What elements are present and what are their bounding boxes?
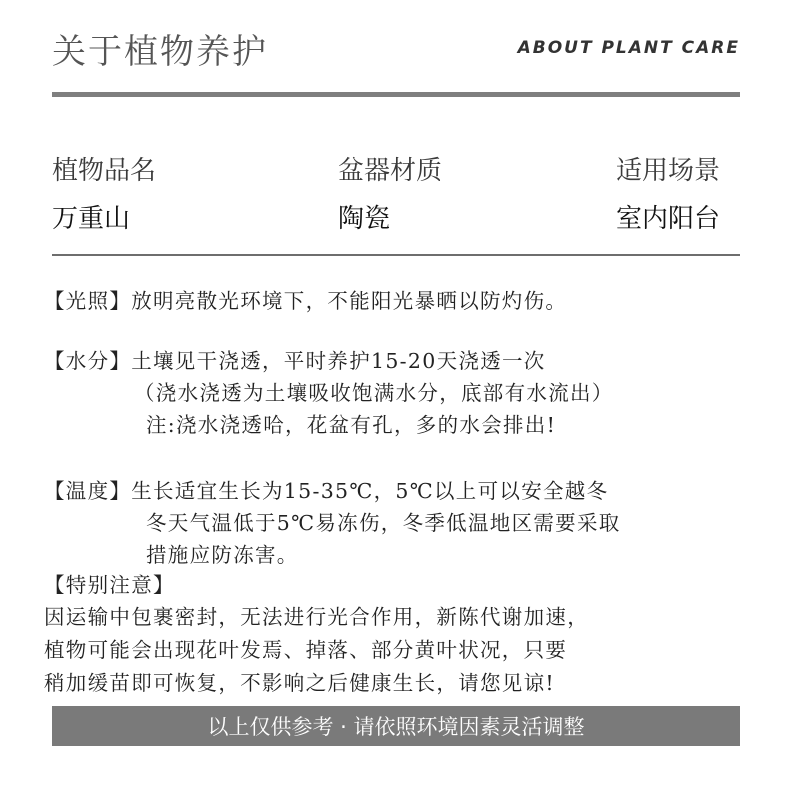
plant-name-label: 植物品名 xyxy=(52,156,157,186)
pot-material-label: 盆器材质 xyxy=(338,156,443,186)
scene-value: 室内阳台 xyxy=(616,204,721,234)
footer-text: 以上仅供参考 · 请依照环境因素灵活调整 xyxy=(207,715,585,739)
special-note-line: 因运输中包裹密封，无法进行光合作用，新陈代谢加速， xyxy=(44,605,589,629)
info-divider xyxy=(52,254,740,256)
pot-material-value: 陶瓷 xyxy=(338,204,391,234)
special-note-line: 植物可能会出现花叶发焉、掉落、部分黄叶状况，只要 xyxy=(44,638,568,662)
special-note-title: 【特别注意】 xyxy=(44,573,175,597)
footer-banner xyxy=(52,706,740,746)
plant-name-value: 万重山 xyxy=(52,204,131,234)
temperature-text: 【温度】生长适宜生长为15-35℃，5℃以上可以安全越冬 xyxy=(44,479,609,503)
water-text: 【水分】土壤见干浇透，平时养护15-20天浇透一次 xyxy=(44,349,546,373)
page-subtitle: ABOUT PLANT CARE xyxy=(517,38,740,58)
scene-label: 适用场景 xyxy=(616,156,721,186)
water-note: 注:浇水浇透哈，花盆有孔，多的水会排出! xyxy=(146,413,557,437)
page-title: 关于植物养护 xyxy=(52,32,268,72)
special-note-line: 稍加缓苗即可恢复，不影响之后健康生长，请您见谅! xyxy=(44,671,555,695)
water-detail: （浇水浇透为土壤吸收饱满水分，底部有水流出） xyxy=(134,381,614,405)
light-text: 【光照】放明亮散光环境下，不能阳光暴晒以防灼伤。 xyxy=(44,289,568,313)
temperature-detail: 冬天气温低于5℃易冻伤，冬季低温地区需要采取 xyxy=(146,511,621,535)
temperature-detail-2: 措施应防冻害。 xyxy=(146,543,299,567)
header-divider xyxy=(52,92,740,97)
